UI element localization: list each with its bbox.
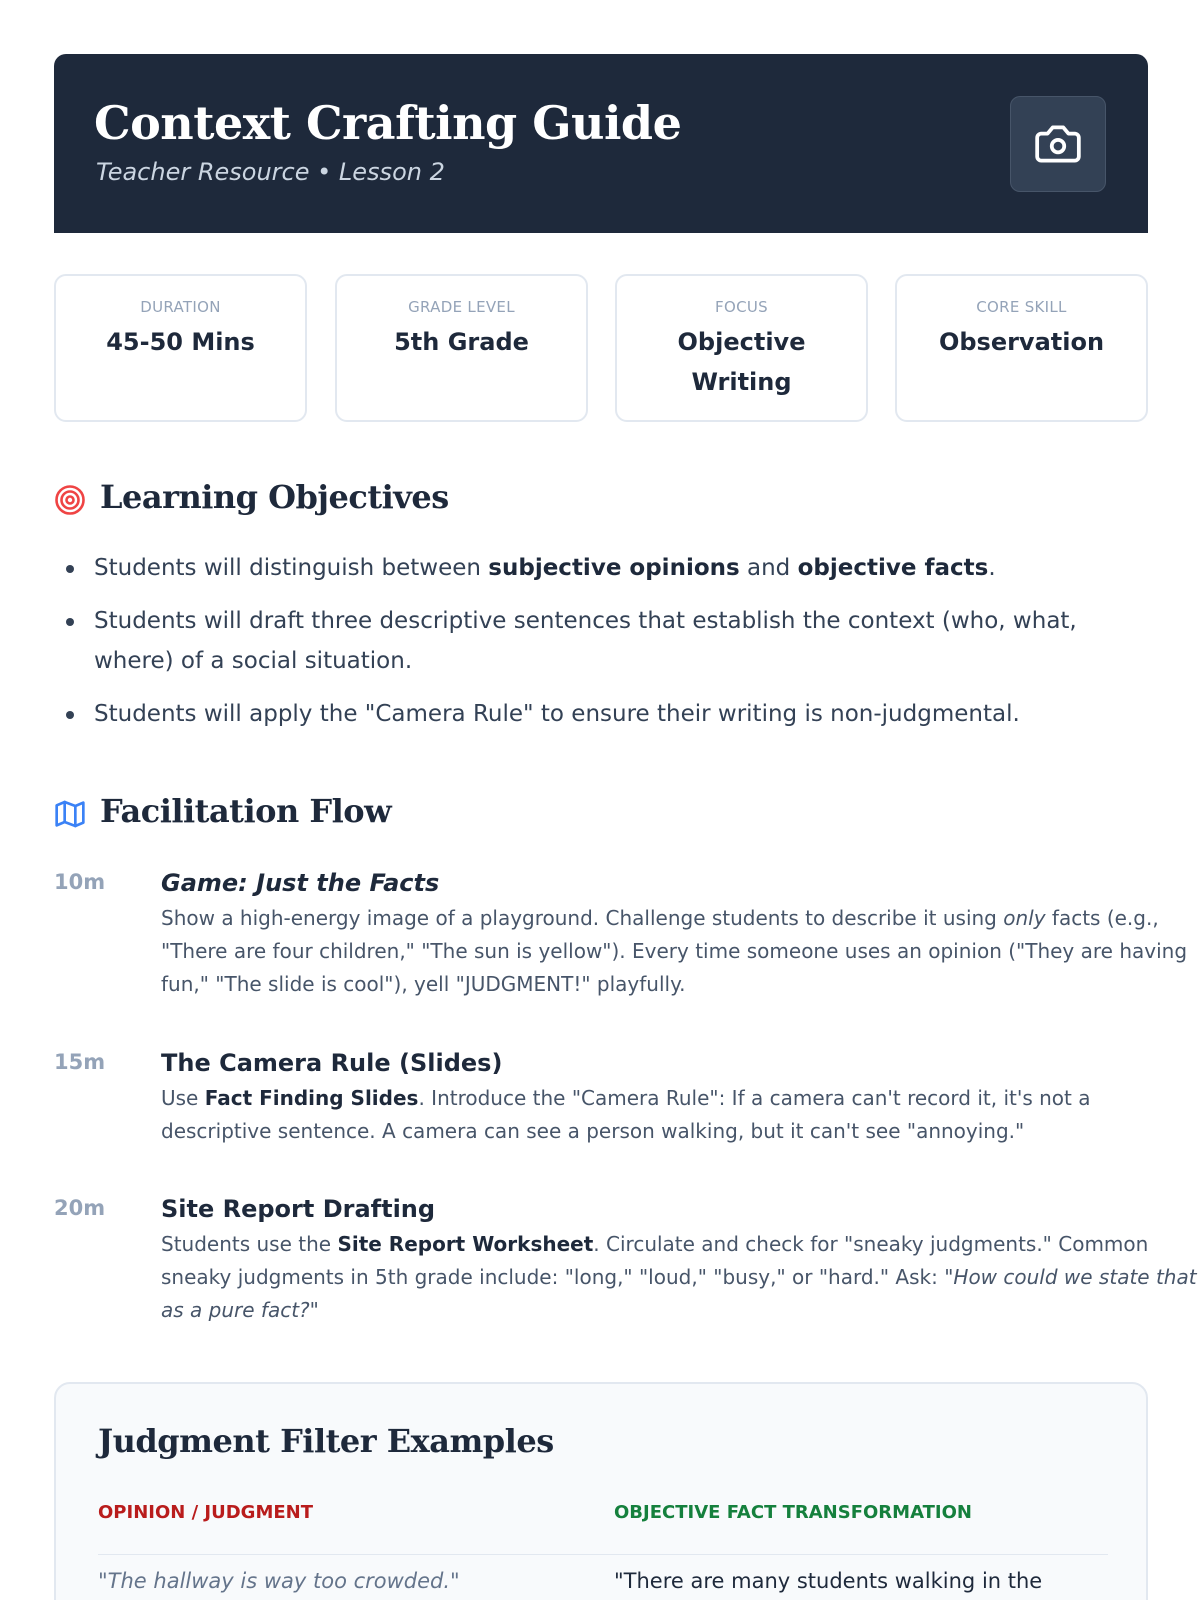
camera-icon bbox=[1033, 119, 1083, 169]
stat-card-grade-level bbox=[335, 274, 588, 422]
resource-link: Site Report Worksheet bbox=[337, 1232, 594, 1256]
desc-emphasis: only bbox=[1003, 906, 1046, 930]
step-duration: 15m bbox=[54, 1050, 106, 1074]
objective-text: Students will apply the "Camera Rule" to ensure their writing is non-judgmental. bbox=[94, 701, 1020, 727]
fact-example: "There are many students walking in the bbox=[614, 1569, 1043, 1593]
map-icon bbox=[54, 798, 86, 830]
filter-heading: Judgment Filter Examples bbox=[98, 1422, 554, 1460]
opinion-example: "The hallway is way too crowded." bbox=[98, 1569, 460, 1593]
page-header bbox=[54, 54, 1148, 233]
desc-text: Use bbox=[161, 1086, 205, 1110]
objective-text: Students will distinguish between bbox=[94, 555, 489, 581]
stat-value: 45-50 Mins bbox=[106, 328, 255, 356]
camera-button[interactable] bbox=[1010, 96, 1106, 192]
step-duration: 10m bbox=[54, 870, 106, 894]
learning-objectives-heading: Learning Objectives bbox=[100, 478, 449, 516]
page-title: Context Crafting Guide bbox=[94, 96, 682, 150]
desc-text: . Introduce the "Camera Rule": If a camera can't record it, it's not a descriptive sentence. A camera can see a person walking, but it can't see "annoying." bbox=[161, 1086, 1091, 1143]
step-description bbox=[161, 1228, 1200, 1327]
step-title: The Camera Rule (Slides) bbox=[161, 1049, 503, 1077]
judgment-filter-panel bbox=[54, 1382, 1148, 1600]
facilitation-flow-heading: Facilitation Flow bbox=[100, 792, 392, 830]
objective-emphasis: objective facts bbox=[797, 555, 989, 581]
desc-text: . Circulate and check for "sneaky judgments." Common sneaky judgments in 5th grade include: "long," "loud," "busy," or "hard." Ask: bbox=[161, 1232, 1149, 1289]
desc-text: Students use the bbox=[161, 1232, 338, 1256]
step-description bbox=[161, 902, 1200, 1001]
stat-label: FOCUS bbox=[715, 298, 768, 316]
objective-text: . bbox=[988, 555, 996, 581]
step-description bbox=[161, 1082, 1200, 1148]
stat-value: 5th Grade bbox=[394, 328, 529, 356]
desc-text: Show a high-energy image of a playground. Challenge students to describe it using bbox=[161, 906, 1004, 930]
list-item bbox=[64, 601, 1154, 681]
list-item bbox=[64, 694, 1154, 734]
objective-text: and bbox=[739, 555, 798, 581]
objectives-list bbox=[64, 548, 1154, 747]
fact-column-header: OBJECTIVE FACT TRANSFORMATION bbox=[614, 1502, 972, 1523]
stat-value: Objective Writing bbox=[677, 328, 806, 396]
list-item bbox=[64, 548, 1154, 588]
step-title: Site Report Drafting bbox=[161, 1195, 436, 1223]
stat-label: GRADE LEVEL bbox=[408, 298, 515, 316]
divider bbox=[98, 1554, 1108, 1555]
target-icon bbox=[54, 484, 86, 516]
step-title: Game: Just the Facts bbox=[161, 869, 440, 897]
stat-card-focus bbox=[615, 274, 868, 422]
stat-value: Observation bbox=[938, 328, 1105, 356]
stat-label: DURATION bbox=[140, 298, 221, 316]
desc-emphasis: "How could we state that as a pure fact?" bbox=[161, 1265, 1197, 1322]
objective-text: Students will draft three descriptive sentences that establish the context (who, what, where) of a social situation. bbox=[94, 608, 1077, 674]
step-duration: 20m bbox=[54, 1196, 106, 1220]
stat-card-duration bbox=[54, 274, 307, 422]
resource-link: Fact Finding Slides bbox=[204, 1086, 419, 1110]
stat-card-core-skill bbox=[895, 274, 1148, 422]
stat-label: CORE SKILL bbox=[976, 298, 1067, 316]
page-subtitle: Teacher Resource • Lesson 2 bbox=[96, 158, 445, 186]
opinion-column-header: OPINION / JUDGMENT bbox=[98, 1502, 314, 1523]
objective-emphasis: subjective opinions bbox=[488, 555, 740, 581]
desc-text: facts (e.g., "There are four children," "The sun is yellow"). Every time someone uses an opinion ("They are having fun," "The slide is cool"), yell "JUDGMENT!" playfully. bbox=[161, 906, 1188, 996]
